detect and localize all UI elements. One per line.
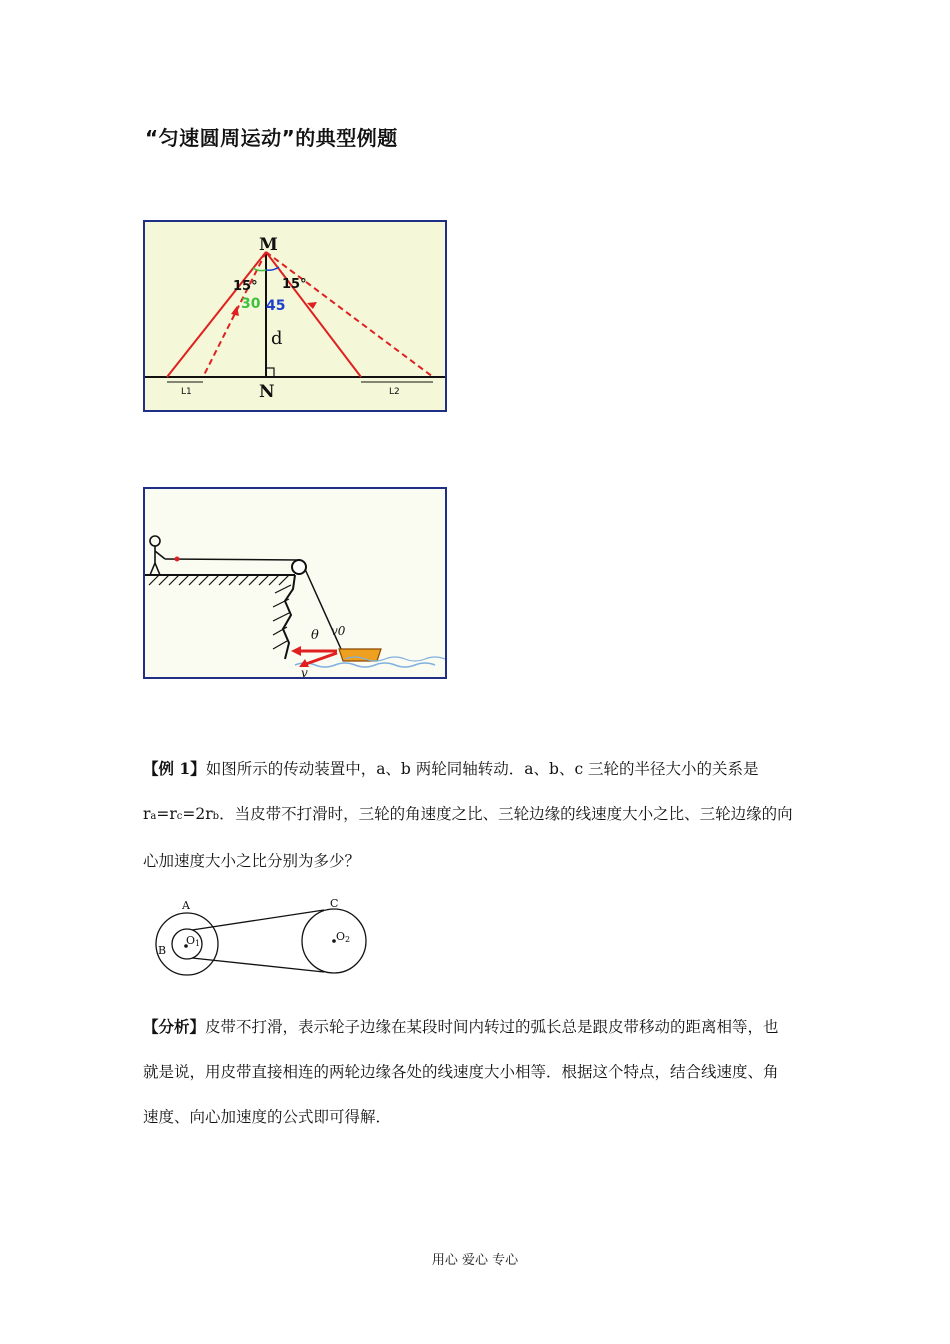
boat-pulley-figure [143, 487, 447, 679]
pulley [292, 560, 306, 574]
arrow-v [303, 653, 337, 665]
label-o1: O1 [186, 934, 201, 948]
example-1-line-1: 【例 1】如图所示的传动装置中，a、b 两轮同轴转动．a、b、c 三轮的半径大小的关系是 [143, 759, 759, 778]
reflection-figure [143, 220, 447, 412]
person-figure [150, 536, 165, 575]
angle-left-label: 15° [233, 279, 258, 294]
water [295, 663, 435, 667]
reflection-diagram [145, 222, 445, 410]
belt-drive-diagram [150, 894, 370, 984]
analysis-line-3: 速度、向心加速度的公式即可得解． [143, 1108, 392, 1126]
analysis [143, 1004, 813, 1140]
page-footer: 用心 爱心 专心 [431, 1253, 519, 1268]
belt-bottom [192, 958, 324, 972]
label-b: B [158, 944, 167, 957]
angle-right-label: 15° [282, 277, 307, 292]
label-l1: L1 [181, 387, 192, 397]
label-n: N [259, 382, 275, 402]
label-v0: v0 [331, 624, 346, 638]
label-o2: O2 [336, 930, 351, 944]
right-angle-mark [266, 368, 274, 377]
label-d: d [271, 328, 283, 349]
label-c: C [330, 897, 339, 910]
page-title: “匀速圆周运动”的典型例题 [145, 126, 398, 150]
label-a: A [182, 899, 190, 912]
example-1-line-3: 心加速度大小之比分别为多少？ [143, 852, 361, 870]
analysis-line-1: 【分析】皮带不打滑，表示轮子边缘在某段时间内转过的弧长总是跟皮带移动的距离相等，也 [143, 1017, 779, 1036]
rope-horizontal [165, 559, 299, 560]
ray-right-dashed [266, 252, 433, 377]
belt-top [192, 910, 324, 930]
example-1-line-2: ra=rc=2rb．当皮带不打滑时，三轮的角速度之比、三轮边缘的线速度大小之比、三轮边缘的向 [143, 805, 793, 823]
analysis-line-2: 就是说，用皮带直接相连的两轮边缘各处的线速度大小相等．根据这个特点，结合线速度、角 [143, 1063, 779, 1081]
analysis-lead: 【分析】 [143, 1017, 206, 1036]
label-v: v [301, 666, 308, 677]
label-l2: L2 [389, 387, 400, 397]
angle-inner-right-label: 45 [266, 298, 286, 314]
angle-inner-left-label: 30 [241, 296, 261, 312]
label-theta: θ [311, 628, 319, 643]
example-1-lead: 【例 1】 [143, 759, 206, 778]
ray-right-solid [266, 252, 361, 377]
example-1 [143, 746, 813, 884]
boat-pulley-diagram [145, 489, 445, 677]
ray-left-solid [167, 252, 266, 377]
label-m: M [259, 235, 278, 255]
